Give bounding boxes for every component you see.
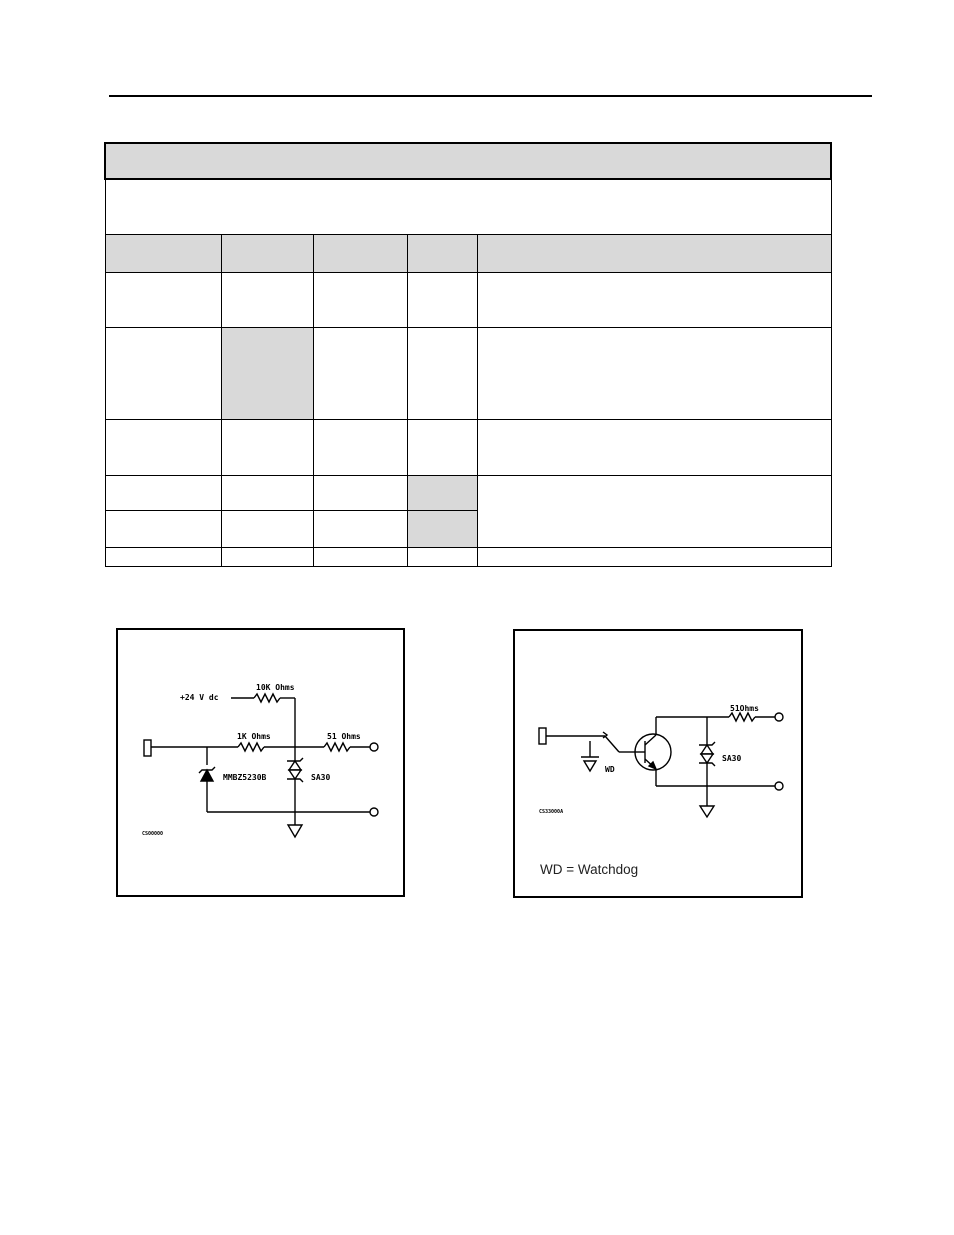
table-cell — [105, 328, 221, 420]
table-cell — [313, 511, 407, 548]
table-cell — [313, 328, 407, 420]
series-resistor-label: 1K Ohms — [237, 732, 271, 741]
resistor-51-icon — [729, 713, 755, 721]
table-cell-merged — [477, 476, 831, 548]
table-row — [105, 328, 831, 420]
table-row — [105, 273, 831, 328]
table-cell — [407, 548, 477, 567]
resistor-10k-icon — [254, 694, 280, 702]
table-row — [105, 420, 831, 476]
page-header-rule — [109, 95, 872, 97]
pullup-resistor-label: 10K Ohms — [256, 683, 295, 692]
table-cell — [313, 420, 407, 476]
table-cell — [105, 273, 221, 328]
table-cell — [221, 420, 313, 476]
zener-label: MMBZ5230B — [223, 773, 267, 782]
table-cell — [477, 548, 831, 567]
tvs-diode-icon — [289, 761, 301, 770]
table-cell — [407, 273, 477, 328]
figure-caption: WD = Watchdog — [540, 862, 639, 877]
column-header — [407, 235, 477, 273]
table-cell — [313, 273, 407, 328]
table-cell — [477, 328, 831, 420]
resistor-1k-icon — [238, 743, 264, 751]
table-cell — [477, 273, 831, 328]
column-header — [477, 235, 831, 273]
input-connector-icon — [539, 728, 546, 744]
table-title-cell — [105, 143, 831, 179]
table-cell — [105, 548, 221, 567]
tvs-label: SA30 — [722, 754, 742, 763]
table-cell-shaded — [407, 476, 477, 511]
table-column-header-row — [105, 235, 831, 273]
column-header — [221, 235, 313, 273]
table-cell-shaded — [407, 511, 477, 548]
tvs-diode-icon — [701, 745, 713, 754]
table-row — [105, 476, 831, 511]
tvs-label: SA30 — [311, 773, 331, 782]
wd-label: WD — [605, 765, 615, 774]
resistor-51-icon — [324, 743, 350, 751]
output-resistor-label: 51Ohms — [730, 704, 759, 713]
table-cell — [313, 476, 407, 511]
input-connector-icon — [144, 740, 151, 756]
zener-diode-icon — [201, 770, 213, 781]
table-cell — [477, 420, 831, 476]
supply-label: +24 V dc — [180, 693, 219, 702]
return-terminal-icon — [775, 782, 783, 790]
table-cell — [221, 273, 313, 328]
output-terminal-icon — [775, 713, 783, 721]
table-cell — [221, 476, 313, 511]
column-header — [313, 235, 407, 273]
output-circuit-figure — [513, 629, 803, 898]
wd-ground-icon — [584, 761, 596, 771]
table-cell — [313, 548, 407, 567]
figure-id: CS33000A — [539, 809, 564, 815]
table-row — [105, 548, 831, 567]
table-cell-shaded — [221, 328, 313, 420]
table-title-row — [105, 143, 831, 179]
return-terminal-icon — [370, 808, 378, 816]
ground-icon — [288, 825, 302, 837]
table-cell — [407, 328, 477, 420]
table-cell — [105, 476, 221, 511]
figure-id: CS00000 — [142, 831, 164, 837]
watchdog-switch-icon — [605, 736, 619, 752]
output-circuit-schematic — [515, 631, 801, 896]
ground-icon — [700, 806, 714, 817]
output-resistor-label: 51 Ohms — [327, 732, 361, 741]
column-header — [105, 235, 221, 273]
input-circuit-figure — [116, 628, 405, 897]
table-description-cell — [105, 179, 831, 235]
output-terminal-icon — [370, 743, 378, 751]
input-circuit-schematic — [118, 630, 403, 895]
specification-table — [104, 142, 832, 567]
table-cell — [105, 420, 221, 476]
table-cell — [221, 511, 313, 548]
table-cell — [221, 548, 313, 567]
table-cell — [407, 420, 477, 476]
table-cell — [105, 511, 221, 548]
table-description-row — [105, 179, 831, 235]
